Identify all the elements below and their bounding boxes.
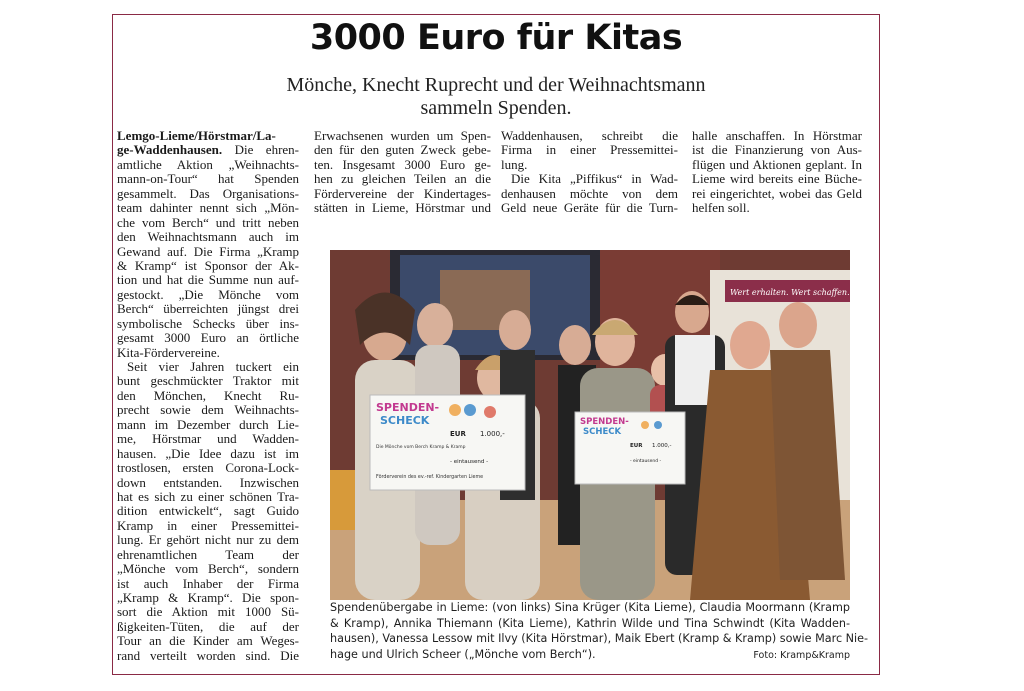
photo-credit: Foto: Kramp&Kramp bbox=[753, 649, 850, 661]
text-span: Berch“ überreichten jüngst drei bbox=[117, 302, 299, 317]
text-column-2 bbox=[314, 129, 491, 216]
check-recipient: Förderverein des ev.-ref. Kindergarten Lieme bbox=[376, 475, 484, 480]
text-line bbox=[117, 288, 299, 302]
text-line bbox=[117, 476, 299, 490]
check-amount: 1.000,- bbox=[480, 430, 505, 438]
donation-check-right bbox=[575, 412, 685, 484]
text-line bbox=[117, 201, 299, 215]
text-line bbox=[117, 562, 299, 576]
check-title: SCHECK bbox=[380, 414, 430, 427]
text-span: hausen. „Die Idee dazu ist im bbox=[117, 446, 299, 461]
text-line bbox=[117, 172, 299, 186]
text-span: hen zu gleichen Teilen an die bbox=[314, 172, 491, 187]
text-line bbox=[692, 201, 862, 215]
text-line bbox=[117, 432, 299, 446]
text-line bbox=[314, 201, 491, 215]
text-span: bunt geschmückter Traktor mit bbox=[117, 374, 299, 389]
text-line bbox=[117, 533, 299, 547]
text-span: lung. bbox=[501, 157, 528, 172]
caption-line: Spendenübergabe in Lieme: (von links) Sina Krüger (Kita Lieme), Claudia Moormann (Kramp bbox=[330, 601, 850, 614]
text-line bbox=[117, 504, 299, 518]
text-line bbox=[501, 129, 678, 143]
text-line bbox=[117, 389, 299, 403]
text-span: Geld neue Geräte für die Turn- bbox=[501, 201, 678, 216]
check-title: SCHECK bbox=[583, 427, 622, 437]
text-line bbox=[117, 634, 299, 648]
text-span: mann-on-Tour“ hat Spenden bbox=[117, 172, 299, 187]
check-payer: Die Mönche vom Berch Kramp & Kramp bbox=[376, 445, 466, 450]
text-line bbox=[117, 158, 299, 172]
text-span: „Mönche vom Berch“, sondern bbox=[117, 562, 299, 577]
text-span: Waddenhausen, schreibt die bbox=[501, 129, 678, 143]
check-amount: 1.000,- bbox=[652, 443, 672, 449]
text-span: Die Kita „Piffikus“ in Wad- bbox=[511, 172, 678, 187]
text-line bbox=[501, 172, 678, 186]
text-line bbox=[117, 548, 299, 562]
text-span: gesammelt. Das Organisations- bbox=[117, 186, 299, 201]
text-span: symbolische Schecks über ins- bbox=[117, 316, 299, 331]
text-span: hat es sich zu einer schönen Tra- bbox=[117, 489, 299, 504]
text-span: gestockt. „Die Mönche vom bbox=[117, 287, 299, 302]
text-span: „Kramp & Kramp“. Die spon- bbox=[117, 591, 299, 605]
article-photo bbox=[330, 250, 850, 600]
text-line bbox=[501, 158, 678, 172]
text-line bbox=[117, 346, 299, 360]
text-line bbox=[117, 403, 299, 417]
text-line bbox=[117, 187, 299, 201]
text-line bbox=[314, 129, 491, 143]
text-span: halle anschaffen. In Hörstmar bbox=[692, 129, 862, 143]
text-span: me, Hörstmar und Wadden- bbox=[117, 432, 299, 447]
text-line bbox=[501, 187, 678, 201]
text-line bbox=[117, 519, 299, 533]
check-title: SPENDEN- bbox=[580, 417, 629, 427]
check-words: - eintausend - bbox=[630, 459, 662, 464]
caption-line: hausen), Vanessa Lessow mit Ilvy (Kita Hörstmar), Maik Ebert (Kramp & Kramp) sowie Marc Nie- bbox=[330, 632, 869, 646]
dateline: Lemgo-Lieme/Hörstmar/La- bbox=[117, 129, 276, 143]
text-line bbox=[117, 360, 299, 374]
text-span: mann im Dezember durch Lie- bbox=[117, 417, 299, 432]
text-span: Firma in einer Pressemittei- bbox=[501, 143, 678, 158]
text-span: tion und hat die Summe nun auf- bbox=[117, 273, 299, 288]
photo-caption bbox=[330, 600, 869, 663]
text-line bbox=[117, 302, 299, 316]
text-span: Tour an die Kinder am Weges- bbox=[117, 634, 299, 649]
text-line bbox=[501, 201, 678, 215]
text-span: Erwachsenen wurden um Spen- bbox=[314, 129, 491, 143]
text-line bbox=[117, 620, 299, 634]
text-span: Seit vier Jahren tuckert ein bbox=[127, 360, 299, 374]
text-span: stätten in Lieme, Hörstmar und bbox=[314, 201, 491, 216]
text-span: ehrenamtlichen Team der bbox=[117, 547, 299, 562]
subheadline-line: Mönche, Knecht Ruprecht und der Weihnachtsmann bbox=[286, 74, 706, 96]
text-span: dition entwickelt“, sagt Guido bbox=[117, 504, 299, 519]
text-line bbox=[117, 143, 299, 157]
text-span: Gewand auf. Die Firma „Kramp bbox=[117, 244, 299, 259]
headline: 3000 Euro für Kitas bbox=[309, 18, 683, 58]
text-line bbox=[692, 158, 862, 172]
caption-line: hage und Ulrich Scheer („Mönche vom Berch“). bbox=[330, 647, 596, 661]
text-line bbox=[314, 172, 491, 186]
text-line bbox=[117, 317, 299, 331]
text-span: lung. Er gehört nicht nur zu dem bbox=[117, 533, 299, 548]
text-span: den für den guten Zweck gebe- bbox=[314, 143, 491, 158]
text-column-3 bbox=[501, 129, 678, 216]
text-span: Fördervereine der Kindertages- bbox=[314, 186, 491, 201]
text-line bbox=[117, 649, 299, 663]
check-currency: EUR bbox=[630, 443, 643, 449]
text-line bbox=[314, 143, 491, 157]
text-line bbox=[692, 172, 862, 186]
text-span: ist auch Inhaber der Firma bbox=[117, 576, 299, 591]
text-line bbox=[117, 577, 299, 591]
text-span: den Weihnachtsmann auch im bbox=[117, 230, 299, 245]
text-line bbox=[314, 158, 491, 172]
text-line bbox=[692, 143, 862, 157]
donation-check-left bbox=[370, 395, 525, 490]
text-span: den Mönchen, Knecht Ru- bbox=[117, 388, 299, 403]
text-line bbox=[117, 216, 299, 230]
caption-last-row bbox=[330, 647, 850, 664]
subheadline-line: sammeln Spenden. bbox=[420, 97, 572, 119]
text-span: gesamt 3000 Euro an örtliche bbox=[117, 331, 299, 346]
banner-text: Wert erhalten. Wert schaffen. bbox=[730, 288, 850, 297]
text-span: flügen und Aktionen geplant. In bbox=[692, 157, 862, 172]
text-line bbox=[117, 591, 299, 605]
subheadline bbox=[112, 74, 880, 120]
text-span: & Kramp“ ist Sponsor der Ak- bbox=[117, 258, 299, 273]
text-span: rei eingerichtet, wobei das Geld bbox=[692, 186, 862, 201]
check-title: SPENDEN- bbox=[376, 401, 440, 414]
text-span: team dahinter nennt sich „Mön- bbox=[117, 201, 299, 216]
text-span: sort die Aktion mit 1000 Sü- bbox=[117, 605, 299, 620]
caption-line: & Kramp), Annika Thiemann (Kita Lieme), Kathrin Wilde und Tina Schwindt (Kita Wadden- bbox=[330, 616, 850, 630]
text-span: denhausen möchte von dem bbox=[501, 186, 678, 201]
text-line bbox=[692, 129, 862, 143]
text-span: ten. Insgesamt 3000 Euro ge- bbox=[314, 157, 491, 172]
text-line bbox=[117, 245, 299, 259]
text-span: helfen soll. bbox=[692, 201, 750, 216]
text-line bbox=[117, 374, 299, 388]
text-line bbox=[117, 259, 299, 273]
text-line bbox=[117, 230, 299, 244]
text-span: Kramp in einer Pressemittei- bbox=[117, 518, 299, 533]
text-span: rand verteilt worden sind. Die bbox=[117, 648, 299, 663]
text-line bbox=[117, 273, 299, 287]
text-line bbox=[117, 461, 299, 475]
text-span: che vom Berch“ und tritt neben bbox=[117, 215, 299, 230]
dateline: ge-Waddenhausen. bbox=[117, 143, 223, 158]
text-span: Die ehren- bbox=[222, 143, 299, 158]
text-column-1 bbox=[117, 129, 299, 663]
text-span: amtliche Aktion „Weihnachts- bbox=[117, 157, 299, 172]
text-span: ist die Finanzierung von Aus- bbox=[692, 143, 862, 158]
text-line bbox=[117, 490, 299, 504]
text-line bbox=[117, 331, 299, 345]
text-span: ßigkeiten-Tüten, die auf der bbox=[117, 619, 299, 634]
text-line bbox=[117, 447, 299, 461]
text-span: precht sowie dem Weihnachts- bbox=[117, 403, 299, 418]
text-span: Lieme wird bereits eine Büche- bbox=[692, 172, 862, 187]
check-words: - eintausend - bbox=[450, 459, 489, 465]
text-column-4 bbox=[692, 129, 862, 216]
text-line bbox=[501, 143, 678, 157]
text-span: down entstanden. Inzwischen bbox=[117, 475, 299, 490]
text-line bbox=[117, 129, 299, 143]
text-line bbox=[314, 187, 491, 201]
text-line bbox=[692, 187, 862, 201]
text-span: trostlosen, ersten Corona-Lock- bbox=[117, 461, 299, 476]
text-span: Kita-Fördervereine. bbox=[117, 345, 220, 360]
text-line bbox=[117, 605, 299, 619]
text-line bbox=[117, 418, 299, 432]
check-currency: EUR bbox=[450, 430, 466, 438]
